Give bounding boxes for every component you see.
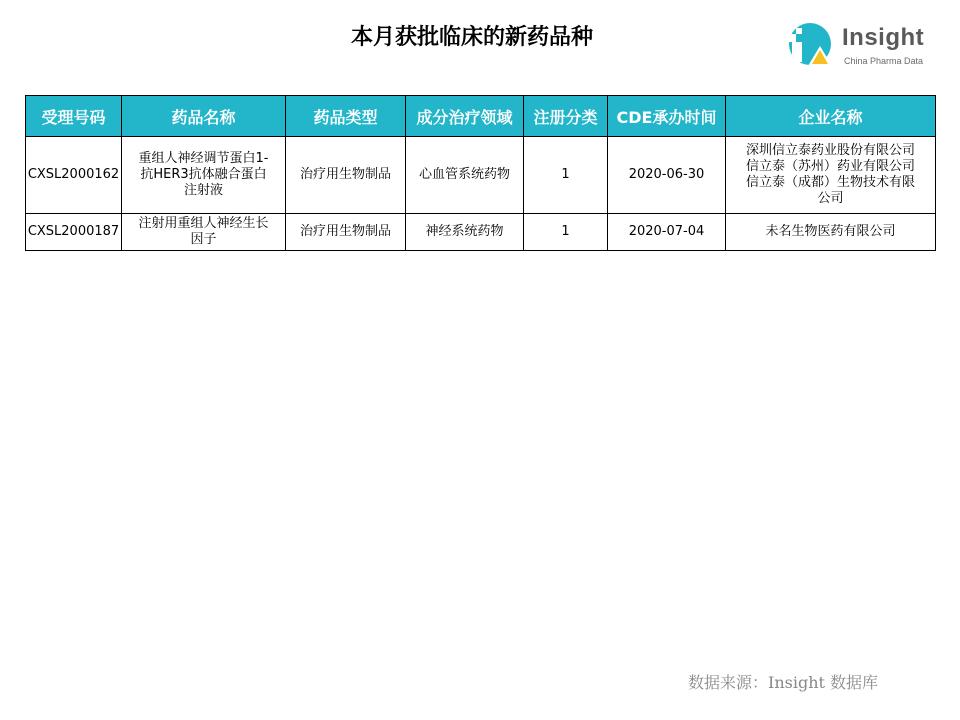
- cell-cde-date: 2020-06-30: [608, 137, 726, 214]
- header-drug-type: 药品类型: [286, 96, 406, 137]
- brand-logo: [786, 20, 936, 72]
- table-row: [26, 137, 936, 214]
- table-header-row: [26, 96, 936, 137]
- header-drug-name: 药品名称: [122, 96, 286, 137]
- new-drugs-table: [25, 95, 936, 251]
- cell-drug-type: 治疗用生物制品: [286, 137, 406, 214]
- header-registration-class: 注册分类: [524, 96, 608, 137]
- cell-cde-date: 2020-07-04: [608, 214, 726, 251]
- header-cde-date: CDE承办时间: [608, 96, 726, 137]
- cell-registration-class: 1: [524, 214, 608, 251]
- cell-drug-name: 注射用重组人神经生长 因子: [122, 214, 286, 251]
- cell-registration-class: 1: [524, 137, 608, 214]
- logo-tagline: China Pharma Data: [844, 56, 924, 66]
- data-source-note: 数据来源：Insight 数据库: [688, 673, 879, 692]
- insight-logo-icon: [786, 20, 834, 70]
- page-title: 本月获批临床的新药品种: [350, 25, 593, 50]
- cell-drug-name: 重组人神经调节蛋白1- 抗HER3抗体融合蛋白 注射液: [122, 137, 286, 214]
- table-row: [26, 214, 936, 251]
- cell-therapeutic-area: 神经系统药物: [406, 214, 524, 251]
- cell-therapeutic-area: 心血管系统药物: [406, 137, 524, 214]
- header-therapeutic-area: 成分治疗领域: [406, 96, 524, 137]
- cell-accept-no: CXSL2000162: [26, 137, 122, 214]
- cell-drug-type: 治疗用生物制品: [286, 214, 406, 251]
- cell-accept-no: CXSL2000187: [26, 214, 122, 251]
- cell-company: 深圳信立泰药业股份有限公司 信立泰（苏州）药业有限公司 信立泰（成都）生物技术有限 公司: [726, 137, 936, 214]
- cell-company: 未名生物医药有限公司: [726, 214, 936, 251]
- header-accept-no: 受理号码: [26, 96, 122, 137]
- logo-wordmark: Insight: [842, 24, 925, 51]
- header-company: 企业名称: [726, 96, 936, 137]
